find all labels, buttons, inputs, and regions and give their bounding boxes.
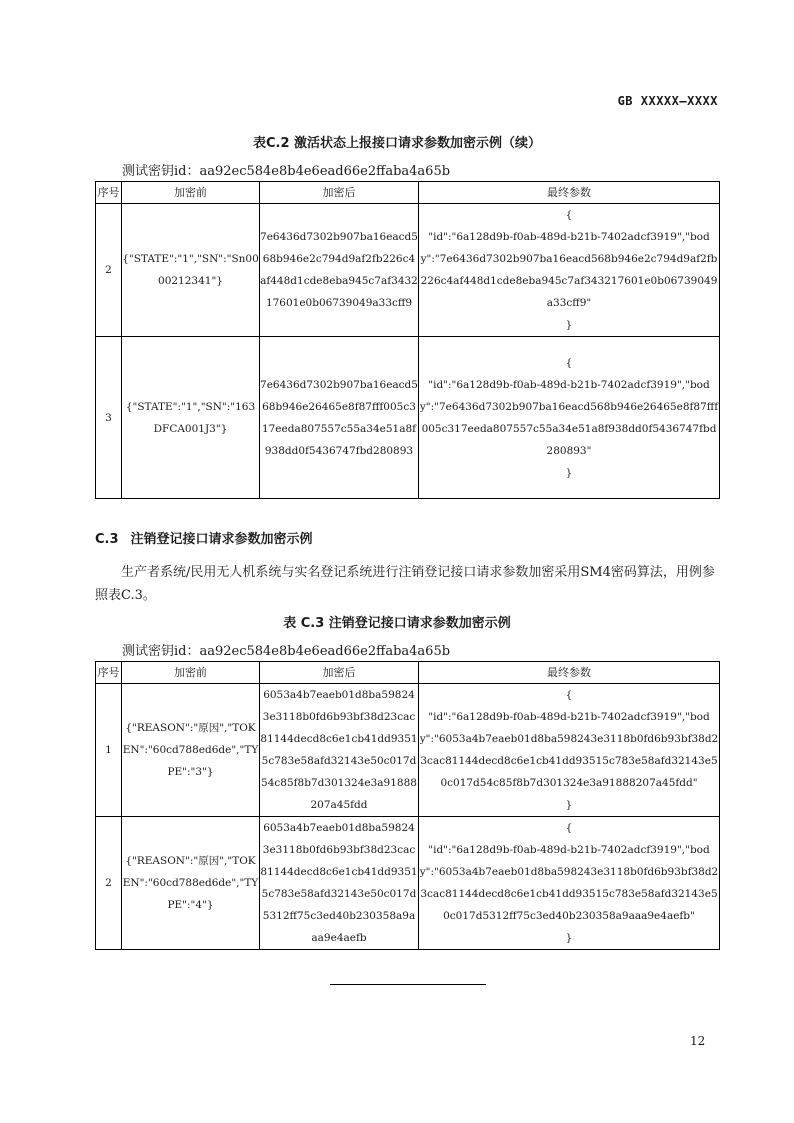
brace-close: } (565, 799, 573, 811)
final-param-cell (419, 337, 720, 499)
final-param-cell (419, 204, 720, 337)
final-param-body: "id":"6a128d9b-f0ab-489d-b21b-7402adcf3919","body":"7e6436d7302b907ba16eacd568b946e2c794d9af2fb226c4af448d1cde8eba945c7af343217601e0b06739049a33cff9" (420, 231, 718, 309)
column-header: 加密前 (122, 662, 260, 684)
table-c3 (95, 661, 720, 950)
standard-code: GB XXXXX—XXXX (617, 94, 718, 108)
final-param-body: "id":"6a128d9b-f0ab-489d-b21b-7402adcf3919","body":"6053a4b7eaeb01d8ba598243e3118b0fd6b93bf38d23cac81144decd8c6e1cb41dd93515c783e58afd32143e50c017d54c85f8b7d301324e3a91888207a45fdd" (419, 711, 719, 789)
table-header-row (96, 182, 720, 204)
table-row (96, 337, 720, 499)
table-c2-title: 表C.2 激活状态上报接口请求参数加密示例（续） (252, 136, 542, 151)
ciphertext-cell: 6053a4b7eaeb01d8ba598243e3118b0fd6b93bf38d23cac81144decd8c6e1cb41dd93515c783e58afd32143e50c017d54c85f8b7d301324e3a91888207a45fdd (260, 684, 419, 817)
table-c3-title: 表 C.3 注销登记接口请求参数加密示例 (283, 616, 511, 631)
final-param-cell (419, 817, 720, 950)
page-number: 12 (690, 1034, 706, 1048)
section-title: 注销登记接口请求参数加密示例 (130, 532, 313, 547)
plaintext-cell: {"STATE":"1","SN":"163DFCA001J3"} (122, 337, 260, 499)
column-header: 加密后 (260, 182, 419, 204)
brace-open: { (565, 356, 573, 369)
table-c2-key-line: 测试密钥id：aa92ec584e8b4e6ead66e2ffaba4a65b (122, 164, 451, 179)
column-header: 加密前 (122, 182, 260, 204)
brace-close: } (565, 466, 573, 479)
table-row (96, 817, 720, 950)
brace-close: } (565, 319, 573, 331)
row-number: 1 (96, 684, 122, 817)
row-number: 2 (96, 817, 122, 950)
plaintext-cell: {"REASON":"原因","TOKEN":"60cd788ed6de","TYPE":"4"} (122, 817, 260, 950)
row-number: 3 (96, 337, 122, 499)
final-param-cell (419, 684, 720, 817)
brace-open: { (565, 822, 573, 834)
brace-open: { (565, 689, 573, 701)
section-paragraph: 生产者系统/民用无人机系统与实名登记系统进行注销登记接口请求参数加密采用SM4密码算法，用例参照表C.3。 (95, 565, 715, 603)
final-param-body: "id":"6a128d9b-f0ab-489d-b21b-7402adcf3919","body":"7e6436d7302b907ba16eacd568b946e26465e8f87fff005c317eeda807557c55a34e51a8f938dd0f5436747fbd280893" (419, 378, 719, 457)
section-number: C.3 (95, 532, 119, 547)
brace-open: { (565, 209, 573, 221)
ciphertext-cell: 7e6436d7302b907ba16eacd568b946e26465e8f87fff005c317eeda807557c55a34e51a8f938dd0f5436747fbd280893 (260, 337, 419, 499)
table-row (96, 684, 720, 817)
table-c3-key-line: 测试密钥id：aa92ec584e8b4e6ead66e2ffaba4a65b (122, 644, 451, 659)
row-number: 2 (96, 204, 122, 337)
ciphertext-cell: 7e6436d7302b907ba16eacd568b946e2c794d9af2fb226c4af448d1cde8eba945c7af343217601e0b06739049a33cff9 (260, 204, 419, 337)
column-header: 序号 (96, 182, 122, 204)
section-heading (95, 528, 313, 547)
column-header: 最终参数 (419, 182, 720, 204)
column-header: 序号 (96, 662, 122, 684)
ciphertext-cell: 6053a4b7eaeb01d8ba598243e3118b0fd6b93bf38d23cac81144decd8c6e1cb41dd93515c783e58afd32143e50c017d5312ff75c3ed40b230358a9aaa9e4aefb (260, 817, 419, 950)
end-rule (330, 984, 486, 985)
table-row (96, 204, 720, 337)
brace-close: } (565, 932, 573, 944)
plaintext-cell: {"STATE":"1","SN":"Sn0000212341"} (122, 204, 260, 337)
table-header-row (96, 662, 720, 684)
plaintext-cell: {"REASON":"原因","TOKEN":"60cd788ed6de","TYPE":"3"} (122, 684, 260, 817)
column-header: 加密后 (260, 662, 419, 684)
final-param-body: "id":"6a128d9b-f0ab-489d-b21b-7402adcf3919","body":"6053a4b7eaeb01d8ba598243e3118b0fd6b93bf38d23cac81144decd8c6e1cb41dd93515c783e58afd32143e50c017d5312ff75c3ed40b230358a9aaa9e4aefb" (419, 844, 719, 922)
column-header: 最终参数 (419, 662, 720, 684)
table-c2 (95, 181, 720, 499)
